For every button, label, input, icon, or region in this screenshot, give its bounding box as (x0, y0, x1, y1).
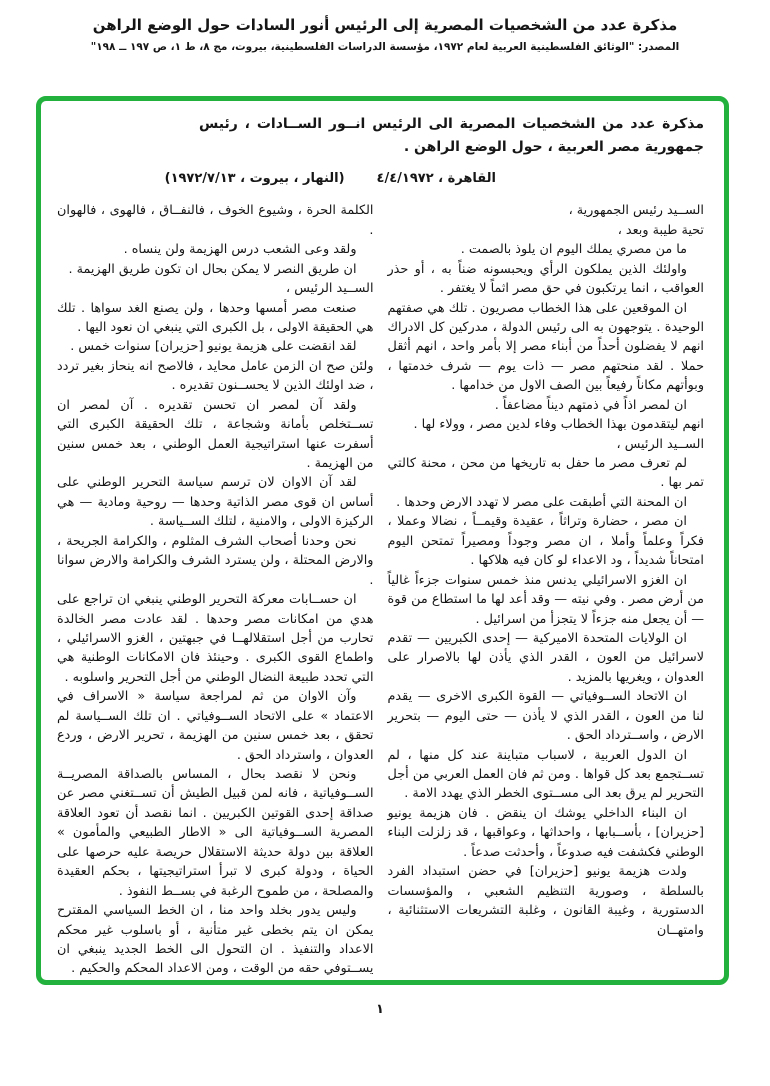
dateline-publication: (النهار ، بيروت ، ١٩٧٢/٧/١٣) (164, 171, 345, 187)
paragraph: ولقد آن لمصر ان تحسن تقديره . آن لمصر ان تســتخلص بأمانة وشجاعة ، تلك الحقيقة الكبرى التي أسفرت عنها استراتيجية العمل الوطني ، بعد خمس سنين من الهزيمة . (57, 397, 374, 472)
paragraph: ان حســابات معركة التحرير الوطني ينبغي ان تراجع على هدي من امكانات مصر وحدها . لقد عادت مصر الخالدة تحارب من أجل استقلالهــا في جبهتين ، الغزو الاسرائيلي ، واطماع القوى الكبرى . وحينئذ فان الامكانات الوطنية هي التي تحدد طبيعة النضال الوطني من أجل التحرير واسلوبه . (57, 592, 374, 685)
paragraph: ان الدول العربية ، لاسباب متباينة عند كل منها ، لم تســتجمع بعد كل قواها . ومن ثم فان العمل العربي من أجل التحرير لم يرق بعد الى مســتوى الخطر الذي يهدد الامة . (387, 747, 704, 802)
page-number: ١ (376, 1002, 384, 1017)
paragraph: ولئن صح ان الزمن عامل محايد ، فالاصح انه ينحاز بغير تردد ، ضد اولئك الذين لا يحســنون تقديره . (57, 358, 374, 394)
paragraph: ولدت هزيمة يونيو [حزيران] في حضن استبداد الفرد بالسلطة ، وصورية التنظيم الشعبي ، والمؤسسات الدستورية ، وغيبة القانون ، وغلبة التشريعات الاستثنائية ، وامتهــان (387, 864, 704, 938)
paragraph: واولئك الذين يملكون الرأي ويحبسونه ضناً به ، أو حذر العواقب ، انما يرتكبون في حق مصر اثماً لا يغتفر . (387, 261, 704, 297)
paragraph: لقد آن الاوان لان ترسم سياسة التحرير الوطني على أساس ان قوى مصر الذاتية وحدها — روحية ومادية — هي الركيزة الاولى ، والامنية ، لتلك الســياسة . (57, 475, 374, 530)
text-columns (57, 201, 704, 979)
paragraph: ان المحنة التي أطبقت على مصر لا تهدد الارض وحدها . (396, 494, 687, 510)
dateline-place-date: القاهرة ، ٤/٤/١٩٧٢ (376, 171, 496, 187)
paragraph: الســيد الرئيس ، (286, 281, 374, 297)
paragraph: ما من مصري يملك اليوم ان يلوذ بالصمت . (460, 242, 687, 258)
paragraph: ان الموقعين على هذا الخطاب مصريون . تلك هي صفتهم الوحيدة . يتوجهون به الى رئيس الدولة ، مدركين كل الادراك انهم لا يفضلون أحداً من أبناء مصر إلا بأمر واحد ، انهم أثقل حملا . لقد منحتهم مصر — ذات يوم — شرف خدمتها ، وبوأتهم مكاناً رفيعاً بين الصف الاول من خدامها . (387, 300, 704, 394)
paragraph: صنعت مصر أمسها وحدها ، ولن يصنع الغد سواها . تلك هي الحقيقة الاولى ، بل الكبرى التي ينبغي ان نعود اليها . (57, 300, 374, 335)
paragraph: ان طريق النصر لا يمكن بحال ان تكون طريق الهزيمة . (68, 261, 357, 277)
source-line: المصدر: "الوثائق الفلسطينية العربية لعام ١٩٧٢، مؤسسة الدراسات الفلسطينية، بيروت، مج ٨، ط ١، ص ١٩٧ ــ ١٩٨" (90, 41, 680, 53)
document-heading: مذكرة عدد من الشخصيات المصرية الى الرئيس انــور الســادات ، رئيس جمهورية مصر العربية ، حول الوضع الراهن . (199, 116, 704, 155)
paragraph: الكلمة الحرة ، وشيوع الخوف ، فالنفــاق ، فالهوى ، فالهوان . (57, 203, 374, 238)
paragraph: ولقد وعى الشعب درس الهزيمة ولن ينساه . (123, 242, 357, 258)
paragraph: ان مصر ، حضارة وتراثاً ، عقيدة وقيمــاً ، نضالا وعملا ، فكراً وعلماً وأملا ، ان مصر وجوداً ومصيراً تمتحن اليوم امتحاناً شديداً ، ود الاعداء لو كان فيه هلاكها . (387, 514, 704, 569)
dateline (57, 171, 704, 186)
paragraph: تحية طيبة وبعد ، (617, 222, 704, 238)
paragraph: وليس يدور بخلد واحد منا ، ان الخط السياسي المقترح يمكن ان يتم بخطى غير متأنية ، أو باسلوب غير محكم الاعداد والتنفيذ . ان التحول الى الخط الجديد ينبغي ان يســتوفي حقه من الوقت ، ومن الاعداد المحكم والحكيم . (57, 903, 374, 977)
paragraph: لقد انقضت على هزيمة يونيو [حزيران] سنوات خمس . (70, 339, 357, 355)
paragraph: نحن وحدنا أصحاب الشرف المثلوم ، والكرامة الجريحة ، والارض المحتلة ، ولن يسترد الشرف والكرامة والارض سوانا . (57, 533, 374, 588)
paragraph: الســيد الرئيس ، (616, 436, 704, 452)
paragraph: انهم ليتقدمون بهذا الخطاب وفاء لدين مصر ، وولاء لها . (413, 417, 704, 433)
document-border-box (36, 96, 729, 985)
paragraph: ان البناء الداخلي يوشك ان ينقض . فان هزيمة يونيو [حزيران] ، بأســبابها ، واحداثها ، وعواقبها ، قد زلزلت البناء الوطني فكشفت فيه صدوعاً ، وأحدثت صدعاً . (387, 805, 704, 860)
paragraph: ان لمصر اذاً في ذمتهم ديناً مضاعفاً . (494, 397, 687, 413)
column-right (388, 201, 705, 979)
column-left (57, 201, 374, 979)
paragraph: ان الولايات المتحدة الاميركية — إحدى الكبريين — تقدم لاسرائيل من العون ، القدر الذي يأذن لها بالاصرار على العدوان ، ويغريها بالمزيد . (387, 630, 704, 685)
paragraph: لم تعرف مصر ما حفل به تاريخها من محن ، محنة كالتي تمر بها . (387, 456, 704, 491)
paragraph: ان الغزو الاسرائيلي يدنس منذ خمس سنوات جزءاً غالياً من أرض مصر . وفي نيته — وقد أعد لها ما استطاع من قوة — أن يجعل منه جزءاً لا يتجزأ من اسرائيل . (387, 572, 704, 627)
paragraph: وآن الاوان من ثم لمراجعة سياسة « الاسراف في الاعتماد » على الاتحاد الســوفياتي . ان تلك الســياسة لم تحقق ، بعد خمس سنين من الهزيمة ، تحرير الارض ، وردع العدوان ، واسترداد الحق . (57, 689, 374, 763)
paragraph: ان الاتحاد الســوفياتي — القوة الكبرى الاخرى — يقدم لنا من العون ، القدر الذي لا يأذن — حتى اليوم — بتحرير الارض ، واســترداد الحق . (387, 689, 704, 744)
paragraph: ونحن لا نقصد بحال ، المساس بالصداقة المصريــة الســوفياتية ، فانه لمن قبيل الطيش أن تســتغني مصر عن صداقة إحدى القوتين الكبريين . انما نقصد أن تعود العلاقة المصرية الســوفياتية الى « الاطار الطبيعي والمأمون » العلاقة بين دولة حديثة الاستقلال حريصة عليه حرصها على الحياة ، ودولة كبرى لا تبرأ استراتيجيتها ، بحكم العقيدة والمصلحة ، من طموح الرغبة في بســط النفوذ . (57, 767, 374, 899)
paragraph: الســيد رئيس الجمهورية ، (568, 203, 704, 219)
page-title: مذكرة عدد من الشخصيات المصرية إلى الرئيس أنور السادات حول الوضع الراهن (92, 16, 678, 34)
